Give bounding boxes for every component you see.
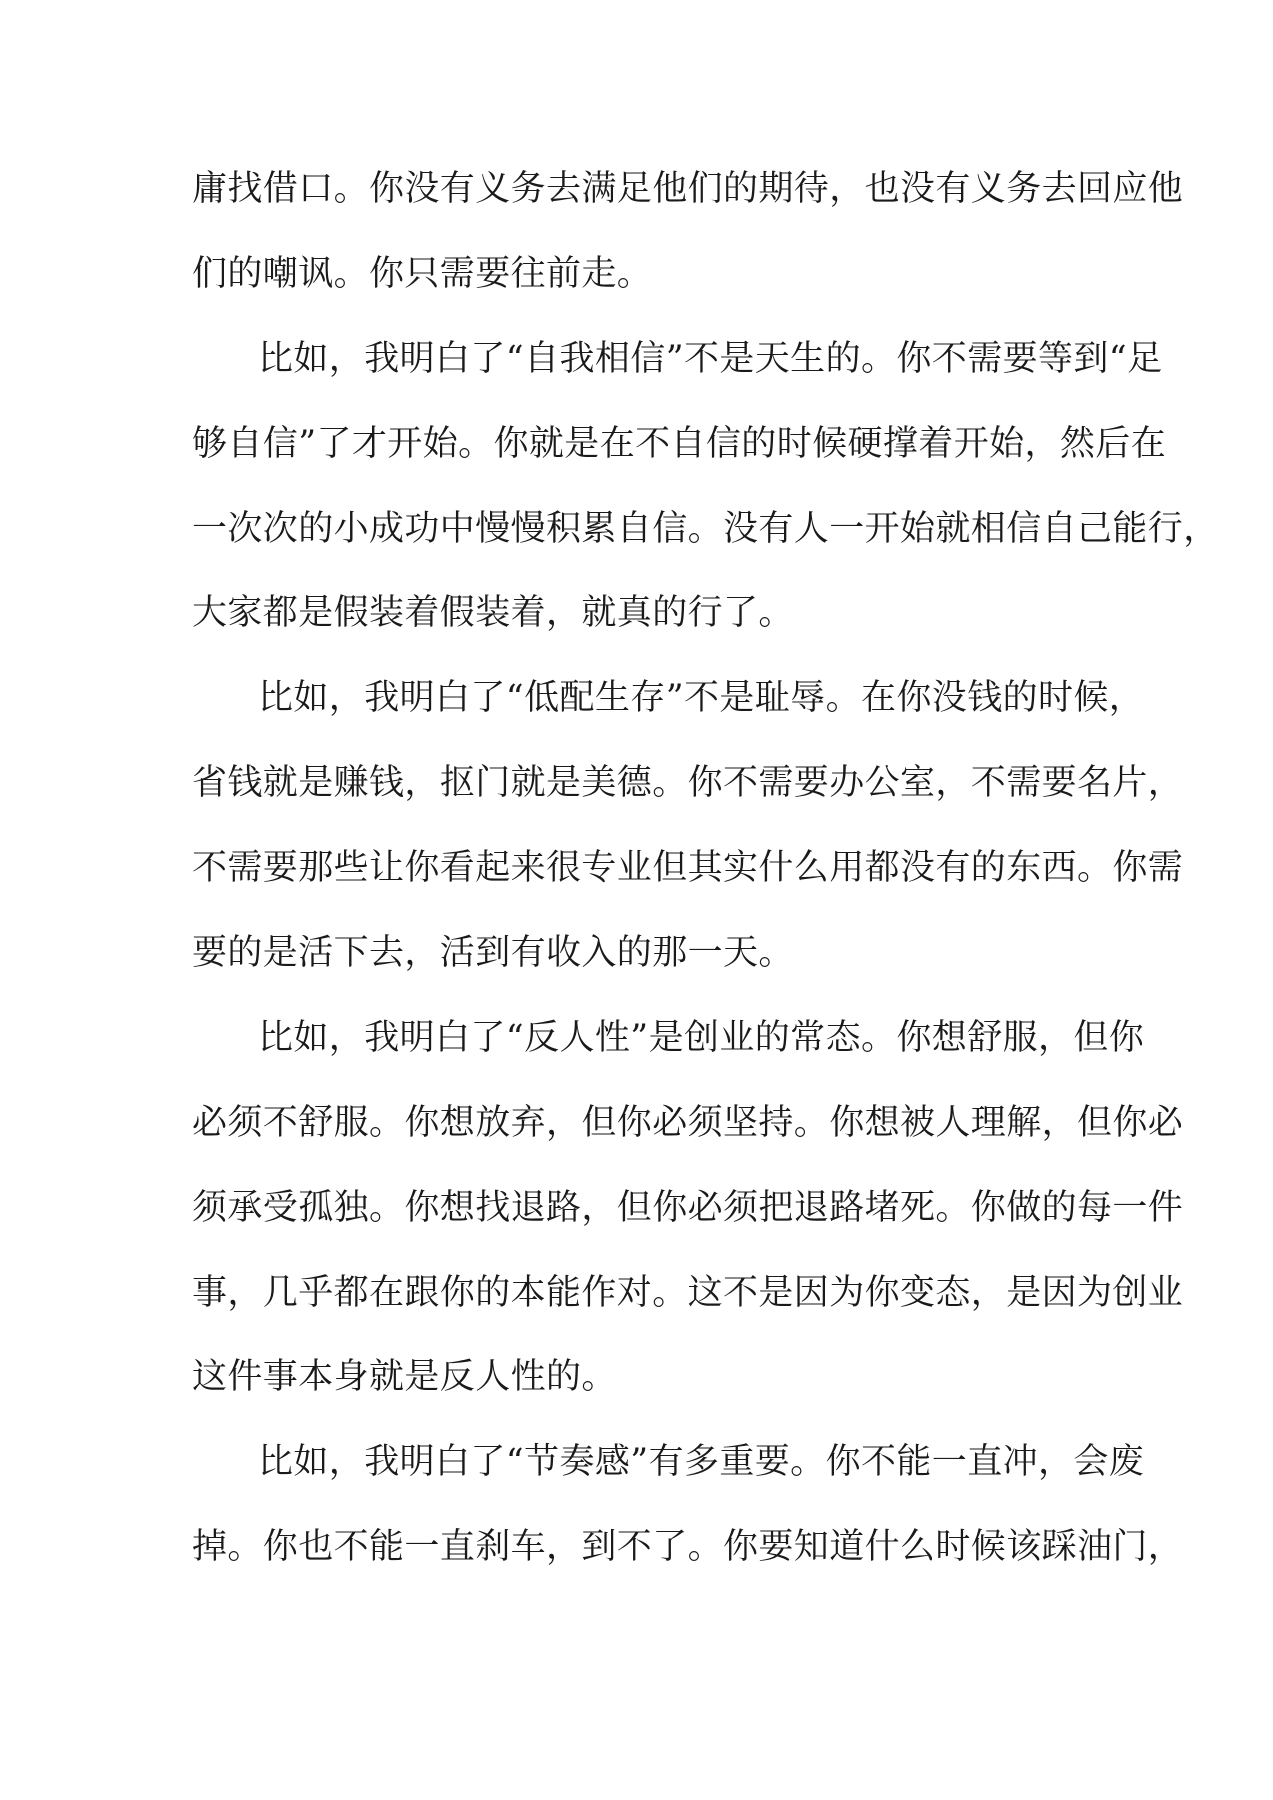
text-line: 够自信”了才开始。你就是在不自信的时候硬撑着开始，然后在 [192,423,1167,464]
text-line: 要的是活下去，活到有收入的那一天。 [192,933,794,974]
text-line: 不需要那些让你看起来很专业但其实什么用都没有的东西。你需 [192,848,1184,889]
text-line: 们的嘲讽。你只需要往前走。 [192,253,653,294]
text-line: 掉。你也不能一直刹车，到不了。你要知道什么时候该踩油门， [192,1527,1184,1568]
paragraph-first-line: 比如，我明白了“低配生存”不是耻辱。在你没钱的时候， [258,678,1145,719]
paragraph-first-line: 比如，我明白了“自我相信”不是天生的。你不需要等到“足 [258,338,1163,379]
text-line: 庸找借口。你没有义务去满足他们的期待，也没有义务去回应他 [192,169,1184,209]
paragraph-first-line: 比如，我明白了“节奏感”有多重要。你不能一直冲，会废 [258,1442,1145,1483]
text-line: 事，几乎都在跟你的本能作对。这不是因为你变态，是因为创业 [192,1272,1184,1313]
text-line: 必须不舒服。你想放弃，但你必须坚持。你想被人理解，但你必 [192,1102,1184,1143]
text-line: 须承受孤独。你想找退路，但你必须把退路堵死。你做的每一件 [192,1187,1184,1228]
text-line: 大家都是假装着假装着，就真的行了。 [192,593,794,634]
text-line: 一次次的小成功中慢慢积累自信。没有人一开始就相信自己能行， [192,508,1219,549]
body-text [192,169,1219,1615]
paragraph-first-line: 比如，我明白了“反人性”是创业的常态。你想舒服，但你 [258,1017,1145,1058]
text-line: 省钱就是赚钱，抠门就是美德。你不需要办公室，不需要名片， [192,763,1184,804]
text-line: 这件事本身就是反人性的。 [192,1357,617,1398]
